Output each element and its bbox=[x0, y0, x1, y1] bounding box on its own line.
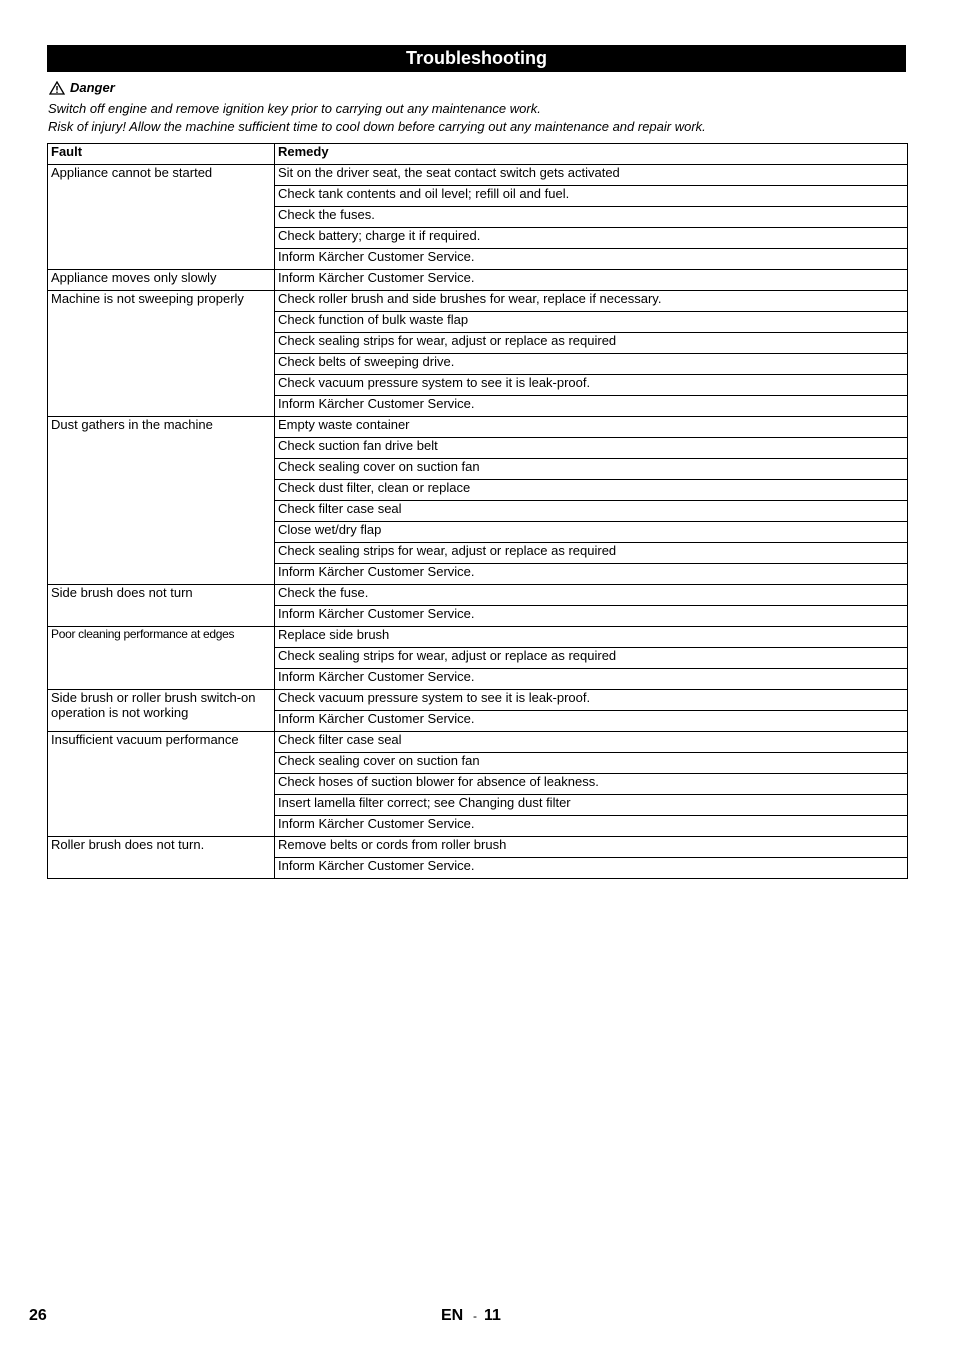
footer-language: EN bbox=[441, 1307, 464, 1324]
remedy-cell: Check vacuum pressure system to see it is leak-proof. bbox=[275, 690, 908, 711]
table-row bbox=[48, 417, 908, 438]
remedy-cell: Check function of bulk waste flap bbox=[275, 312, 908, 333]
remedy-cell: Check sealing strips for wear, adjust or replace as required bbox=[275, 648, 908, 669]
remedy-cell: Check sealing cover on suction fan bbox=[275, 753, 908, 774]
remedy-cell: Inform Kärcher Customer Service. bbox=[275, 249, 908, 270]
remedy-cell: Empty waste container bbox=[275, 417, 908, 438]
remedy-cell: Inform Kärcher Customer Service. bbox=[275, 816, 908, 837]
danger-label: Danger bbox=[70, 80, 115, 95]
fault-cell: Side brush does not turn bbox=[48, 585, 275, 627]
danger-note-2: Risk of injury! Allow the machine sufficient time to cool down before carrying out any maintenance and repair work. bbox=[48, 119, 706, 134]
danger-heading bbox=[49, 79, 115, 97]
remedy-cell: Check belts of sweeping drive. bbox=[275, 354, 908, 375]
remedy-cell: Inform Kärcher Customer Service. bbox=[275, 606, 908, 627]
remedy-cell: Check sealing cover on suction fan bbox=[275, 459, 908, 480]
remedy-cell: Check the fuses. bbox=[275, 207, 908, 228]
remedy-cell: Check filter case seal bbox=[275, 501, 908, 522]
table-row bbox=[48, 837, 908, 858]
page-title: Troubleshooting bbox=[47, 45, 906, 72]
remedy-cell: Check sealing strips for wear, adjust or replace as required bbox=[275, 543, 908, 564]
danger-note-1: Switch off engine and remove ignition key prior to carrying out any maintenance work. bbox=[48, 101, 541, 116]
table-row bbox=[48, 627, 908, 648]
header-fault: Fault bbox=[48, 144, 275, 165]
remedy-cell: Sit on the driver seat, the seat contact switch gets activated bbox=[275, 165, 908, 186]
fault-cell: Dust gathers in the machine bbox=[48, 417, 275, 585]
remedy-cell: Remove belts or cords from roller brush bbox=[275, 837, 908, 858]
troubleshooting-table bbox=[47, 143, 908, 879]
remedy-cell: Check tank contents and oil level; refill oil and fuel. bbox=[275, 186, 908, 207]
fault-cell: Side brush or roller brush switch-on operation is not working bbox=[48, 690, 275, 732]
footer-separator: - bbox=[473, 1309, 477, 1323]
warning-triangle-icon bbox=[49, 81, 65, 95]
remedy-cell: Check hoses of suction blower for absence of leakness. bbox=[275, 774, 908, 795]
remedy-cell: Inform Kärcher Customer Service. bbox=[275, 858, 908, 879]
remedy-cell: Check filter case seal bbox=[275, 732, 908, 753]
fault-cell: Insufficient vacuum performance bbox=[48, 732, 275, 837]
table-row bbox=[48, 270, 908, 291]
remedy-cell: Inform Kärcher Customer Service. bbox=[275, 711, 908, 732]
header-remedy: Remedy bbox=[275, 144, 908, 165]
table-row bbox=[48, 690, 908, 711]
remedy-cell: Check suction fan drive belt bbox=[275, 438, 908, 459]
remedy-cell: Close wet/dry flap bbox=[275, 522, 908, 543]
fault-cell: Appliance moves only slowly bbox=[48, 270, 275, 291]
remedy-cell: Check battery; charge it if required. bbox=[275, 228, 908, 249]
table-row bbox=[48, 732, 908, 753]
remedy-cell: Replace side brush bbox=[275, 627, 908, 648]
table-body bbox=[48, 165, 908, 879]
fault-cell: Poor cleaning performance at edges bbox=[48, 627, 275, 690]
table-row bbox=[48, 165, 908, 186]
remedy-cell: Inform Kärcher Customer Service. bbox=[275, 564, 908, 585]
remedy-cell: Insert lamella filter correct; see Changing dust filter bbox=[275, 795, 908, 816]
table-row bbox=[48, 291, 908, 312]
footer-section-page: 11 bbox=[484, 1307, 501, 1324]
table-header-row bbox=[48, 144, 908, 165]
fault-cell: Roller brush does not turn. bbox=[48, 837, 275, 879]
remedy-cell: Check the fuse. bbox=[275, 585, 908, 606]
remedy-cell: Inform Kärcher Customer Service. bbox=[275, 270, 908, 291]
fault-cell: Machine is not sweeping properly bbox=[48, 291, 275, 417]
remedy-cell: Inform Kärcher Customer Service. bbox=[275, 396, 908, 417]
remedy-cell: Check roller brush and side brushes for wear, replace if necessary. bbox=[275, 291, 908, 312]
table-row bbox=[48, 585, 908, 606]
remedy-cell: Check sealing strips for wear, adjust or replace as required bbox=[275, 333, 908, 354]
remedy-cell: Check vacuum pressure system to see it is leak-proof. bbox=[275, 375, 908, 396]
remedy-cell: Check dust filter, clean or replace bbox=[275, 480, 908, 501]
fault-cell: Appliance cannot be started bbox=[48, 165, 275, 270]
remedy-cell: Inform Kärcher Customer Service. bbox=[275, 669, 908, 690]
page-number: 26 bbox=[29, 1307, 47, 1324]
